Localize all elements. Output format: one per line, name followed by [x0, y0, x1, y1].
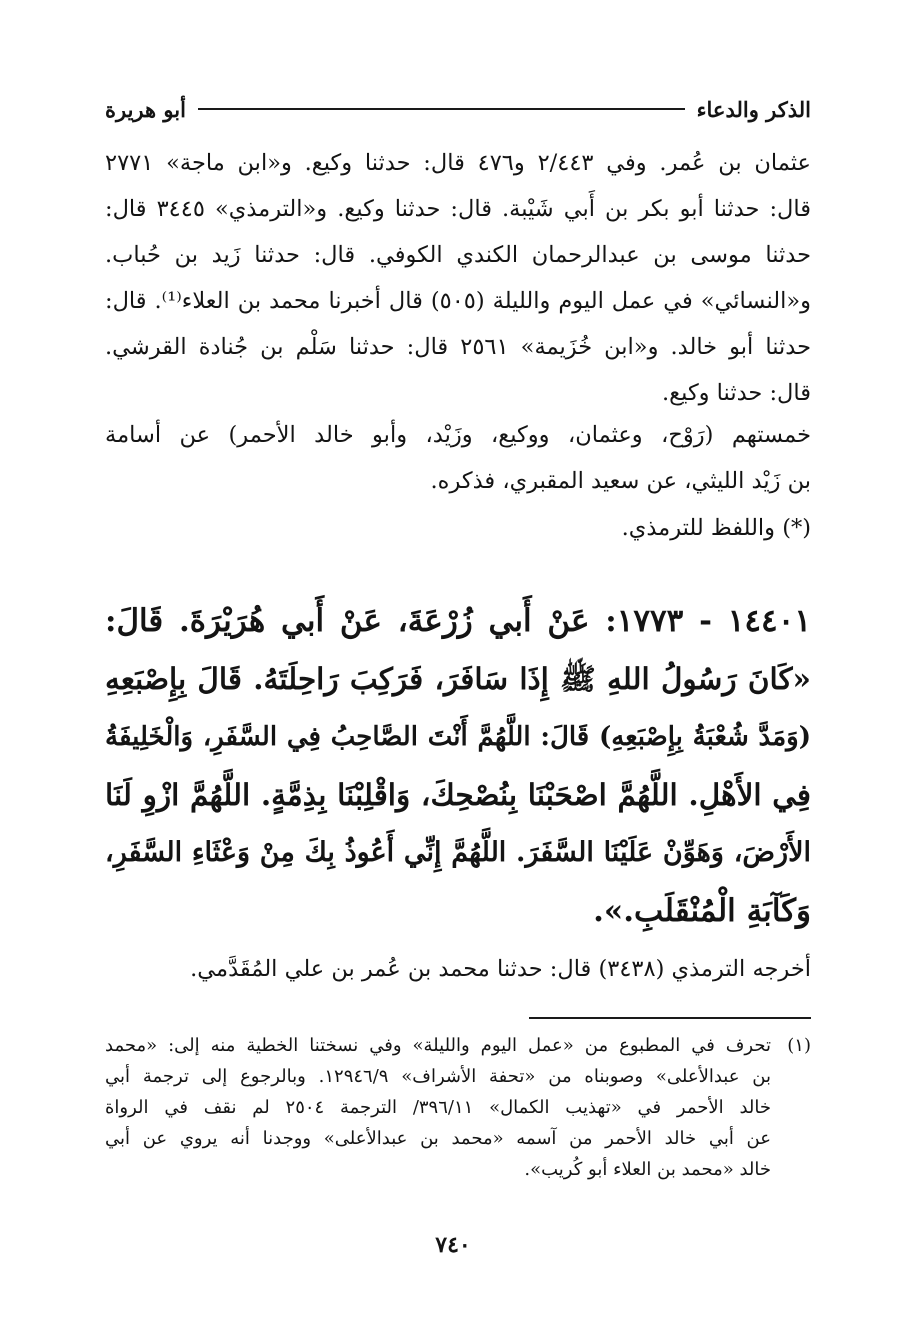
takhrij-paragraph: [105, 946, 811, 992]
text-line: قال: حدثنا أبو بكر بن أَبي شَيْبة. قال: حدثنا وكيع. و«الترمذي» ٣٤٤٥ قال:: [105, 196, 811, 222]
hadith-line: وَكَآبَةِ الْمُنْقَلَبِ.».: [593, 893, 811, 929]
header-rule: [198, 108, 685, 110]
footnote-body: [105, 1030, 771, 1185]
footnote-line: خالد «محمد بن العلاء أبو كُريب».: [524, 1159, 771, 1180]
wording-note: [105, 510, 811, 546]
text-line: عثمان بن عُمر. وفي ٢/٤٤٣ و٤٧٦ قال: حدثنا وكيع. و«ابن ماجة» ٢٧٧١: [105, 150, 811, 176]
text-line: أخرجه الترمذي (٣٤٣٨) قال: حدثنا محمد بن عُمر بن علي المُقَدَّمي.: [190, 956, 811, 982]
companion-name: أبو هريرة: [105, 96, 186, 122]
hadith-line: الأَرْضَ، وَهَوِّنْ عَلَيْنَا السَّفَرَ. اللَّهُمَّ إِنِّي أَعُوذُ بِكَ مِنْ وَعْثَاءِ السَّفَرِ،: [105, 837, 811, 868]
footnote: [105, 1030, 811, 1185]
hadith-line: «كَانَ رَسُولُ اللهِ ﷺ إِذَا سَافَرَ، فَرَكِبَ رَاحِلَتَهُ. قَالَ بِإِصْبَعِهِ: [105, 661, 811, 696]
text-line: قال: حدثنا وكيع.: [662, 380, 811, 406]
footnote-line: بن عبدالأعلى» وصوبناه من «تحفة الأشراف» ١٢٩٤٦/٩. وبالرجوع إلى ترجمة أبي: [105, 1066, 771, 1087]
footnote-number: (١): [787, 1035, 811, 1056]
hadith-text: [105, 592, 811, 940]
intro-paragraph: [105, 140, 811, 416]
chapter-title: الذكر والدعاء: [696, 96, 811, 122]
footnote-line: تحرف في المطبوع من «عمل اليوم والليلة» وفي نسختنا الخطية منه إلى: «محمد: [105, 1035, 771, 1056]
hadith-line: (وَمَدَّ شُعْبَةُ بِإِصْبَعِهِ) قَالَ: اللَّهُمَّ أَنْتَ الصَّاحِبُ فِي السَّفَرِ، وَالْخَلِيفَةُ: [105, 722, 811, 752]
footnote-line: خالد الأحمر في «تهذيب الكمال» ٣٩٦/١١/ الترجمة ٢٥٠٤ لم نقف في الرواة: [105, 1097, 771, 1118]
page-number: ٧٤٠: [435, 1232, 471, 1258]
text-line: و«النسائي» في عمل اليوم والليلة (٥٠٥) قال أخبرنا محمد بن العلاء⁽¹⁾. قال:: [105, 288, 811, 314]
text-line: حدثنا موسى بن عبدالرحمان الكندي الكوفي. قال: حدثنا زَيد بن حُباب.: [105, 242, 811, 268]
text-line: حدثنا أبو خالد. و«ابن خُزَيمة» ٢٥٦١ قال: حدثنا سَلْم بن جُنادة القرشي.: [105, 334, 811, 360]
text-line: (*) واللفظ للترمذي.: [621, 515, 811, 541]
footnote-separator: [529, 1017, 811, 1019]
running-header: [105, 92, 811, 126]
text-line: خمستهم (رَوْح، وعثمان، ووكيع، وزَيْد، وأبو خالد الأحمر) عن أسامة: [105, 422, 811, 448]
hadith-line: ١٤٤٠١ - ١٧٧٣: عَنْ أَبي زُرْعَةَ، عَنْ أَبي هُرَيْرَةَ. قَالَ:: [105, 603, 812, 639]
text-line: بن زَيْد الليثي، عن سعيد المقبري، فذكره.: [430, 468, 811, 494]
footnote-line: عن أبي خالد الأحمر من آسمه «محمد بن عبدالأعلى» ووجدنا أنه يروي عن أبي: [105, 1128, 771, 1149]
narrators-paragraph: [105, 412, 811, 504]
hadith-line: فِي الأَهْلِ. اللَّهُمَّ اصْحَبْنَا بِنُصْحِكَ، وَاقْلِبْنَا بِذِمَّةٍ. اللَّهُمَّ ازْوِ لَنَا: [105, 777, 811, 812]
